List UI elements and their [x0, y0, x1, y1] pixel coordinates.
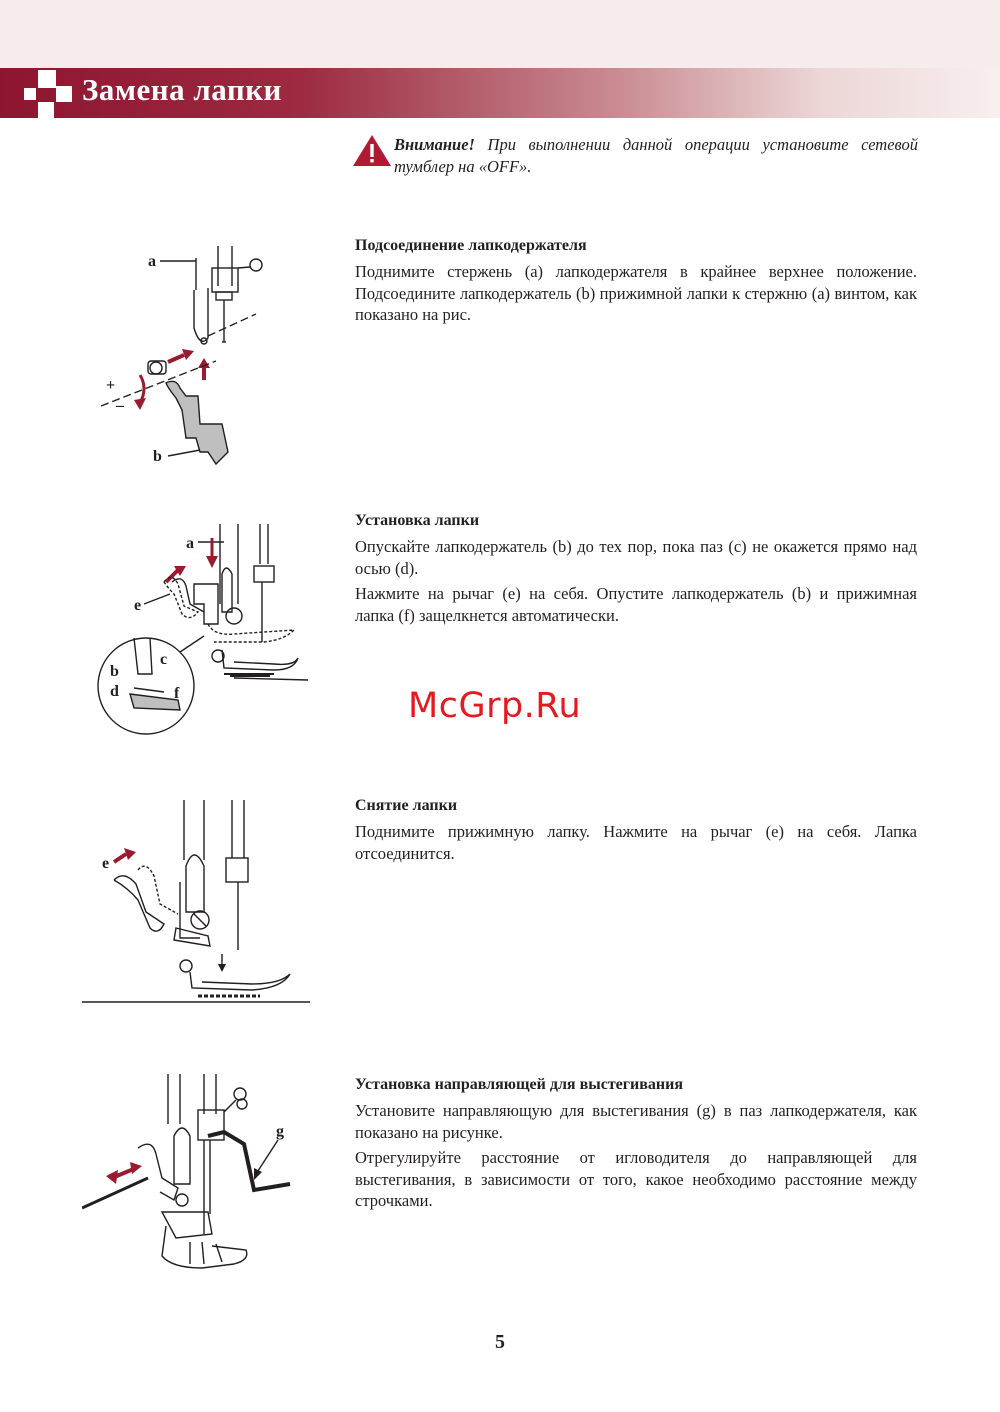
figure-attach-holder [96, 238, 266, 470]
section-paragraph: Поднимите прижимную лапку. Нажмите на рычаг (e) на себя. Лапка отсоединится. [355, 822, 917, 863]
figure-label: + [106, 377, 116, 394]
figure-label: a [148, 253, 156, 270]
section-paragraph: Отрегулируйте расстояние от игловодителя до направляющей для выстегивания, в зависимости от того, какое необходимо расстояние между строчками. [355, 1148, 917, 1210]
figure-quilting-guide [82, 1074, 304, 1270]
warning-label: Внимание! [394, 135, 475, 154]
figure-label: d [110, 683, 119, 700]
section-paragraph: Установите направляющую для выстегивания (g) в паз лапкодержателя, как показано на рисунке. [355, 1101, 917, 1142]
figure-label: e [134, 597, 142, 614]
section-title: Снятие лапки [355, 797, 458, 814]
page-number: 5 [495, 1331, 505, 1353]
figure-label: c [160, 651, 168, 668]
section-attach-holder [355, 235, 917, 330]
watermark: McGrp.Ru [408, 686, 582, 726]
figure-label: e [102, 855, 110, 872]
page-title: Замена лапки [82, 72, 282, 107]
figure-install-foot [94, 524, 314, 736]
section-title: Подсоединение лапкодержателя [355, 237, 587, 254]
figure-label: a [186, 535, 194, 552]
section-paragraph: Опускайте лапкодержатель (b) до тех пор, пока паз (c) не окажется прямо над осью (d). [355, 537, 917, 578]
section-install-foot [355, 510, 917, 630]
warning-triangle-icon [352, 134, 392, 168]
figure-label: b [110, 663, 119, 680]
section-remove-foot [355, 795, 917, 868]
section-title: Установка лапки [355, 512, 480, 529]
top-band [0, 0, 1000, 68]
figure-label: f [174, 685, 180, 702]
figure-label: g [276, 1123, 284, 1140]
figure-label: – [116, 397, 124, 414]
section-paragraph: Нажмите на рычаг (e) на себя. Опустите лапкодержатель (b) и прижимная лапка (f) защелкнется автоматически. [355, 584, 917, 625]
warning-note [352, 134, 918, 178]
warning-text: При выполнении данной операции установите сетевой тумблер на «OFF». [394, 135, 918, 176]
section-quilting-guide [355, 1074, 917, 1216]
section-paragraph: Поднимите стержень (a) лапкодержателя в крайнее верхнее положение. Подсоедините лапкодержатель (b) прижимной лапки к стержню (a) винтом, как показано на рис. [355, 262, 917, 324]
figure-label: b [153, 448, 162, 465]
logo-squares-icon [0, 68, 80, 118]
section-title: Установка направляющей для выстегивания [355, 1076, 683, 1093]
figure-remove-foot [82, 800, 312, 1006]
title-bar [0, 68, 1000, 118]
